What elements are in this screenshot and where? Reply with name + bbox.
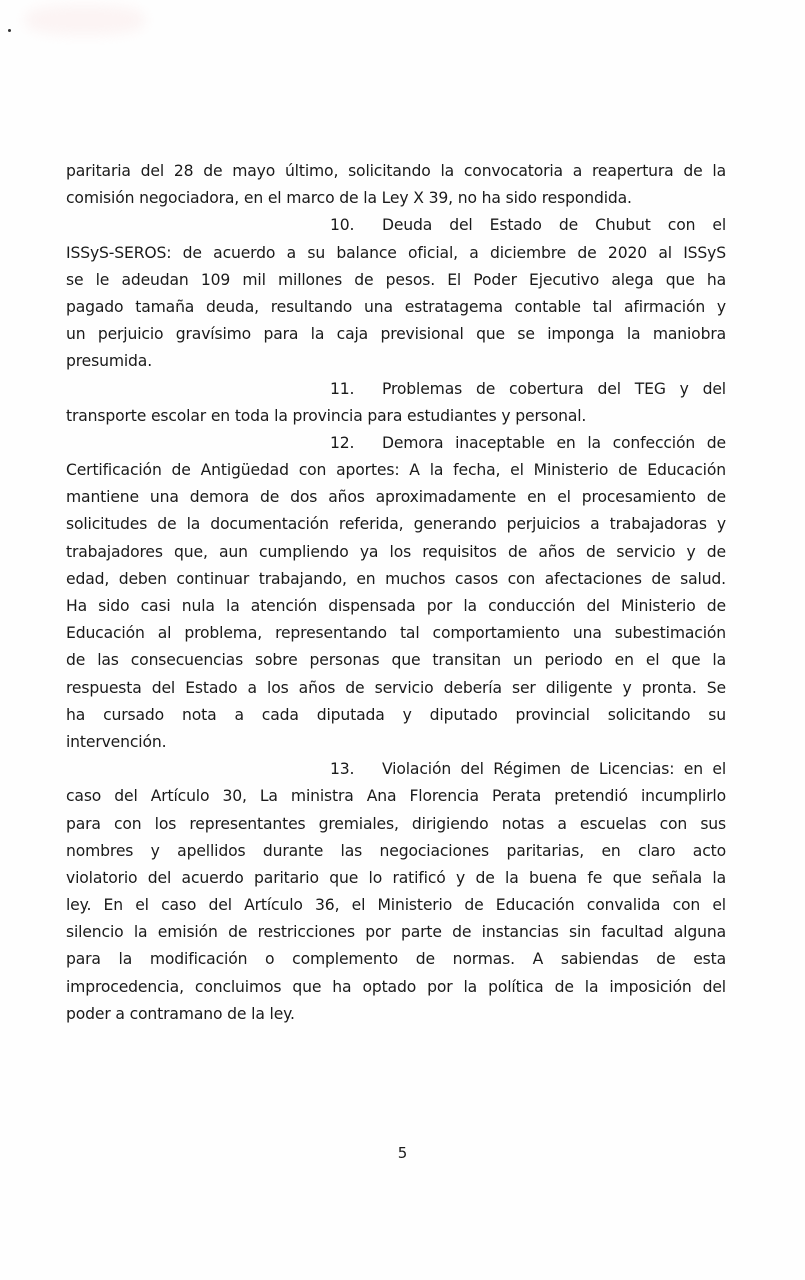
text-line: respuesta del Estado a los años de servicio debería ser diligente y pronta. Se	[66, 678, 726, 697]
text-line: se le adeudan 109 mil millones de pesos. El Poder Ejecutivo alega que ha	[66, 270, 726, 289]
numbered-item-heading	[66, 756, 726, 783]
text-line: transporte escolar en toda la provincia para estudiantes y personal.	[66, 406, 587, 425]
text-line: nombres y apellidos durante las negociaciones paritarias, en claro acto	[66, 841, 726, 860]
text-line: Certificación de Antigüedad con aportes: A la fecha, el Ministerio de Educación	[66, 461, 726, 480]
text-line: ha cursado nota a cada diputada y diputado provincial solicitando su	[66, 705, 726, 724]
item-title: Violación del Régimen de Licencias: en el	[382, 760, 726, 779]
item-number: 12.	[330, 433, 355, 452]
text-line: poder a contramano de la ley.	[66, 1004, 295, 1023]
text-line: para con los representantes gremiales, dirigiendo notas a escuelas con sus	[66, 814, 726, 833]
text-line: mantiene una demora de dos años aproximadamente en el procesamiento de	[66, 488, 726, 507]
item-title: Problemas de cobertura del TEG y del	[382, 379, 726, 398]
text-line: solicitudes de la documentación referida, generando perjuicios a trabajadoras y	[66, 515, 726, 534]
text-line: paritaria del 28 de mayo último, solicitando la convocatoria a reapertura de la	[66, 162, 726, 180]
item-number: 10.	[330, 216, 355, 235]
page-number: 5	[397, 1144, 408, 1162]
text-line: Ha sido casi nula la atención dispensada por la conducción del Ministerio de	[66, 597, 726, 615]
item-number: 11.	[330, 379, 355, 398]
text-line: caso del Artículo 30, La ministra Ana Florencia Perata pretendió incumplirlo	[66, 787, 726, 806]
text-line: para la modificación o complemento de normas. A sabiendas de esta	[66, 950, 726, 969]
paper-smudge	[25, 5, 145, 35]
text-line: comisión negociadora, en el marco de la Ley X 39, no ha sido respondida.	[66, 189, 632, 208]
numbered-item-heading	[66, 430, 726, 457]
numbered-item-heading	[66, 212, 726, 239]
text-line: un perjuicio gravísimo para la caja previsional que se imponga la maniobra	[66, 325, 726, 344]
item-number: 13.	[330, 760, 355, 779]
text-line: ley. En el caso del Artículo 36, el Ministerio de Educación convalida con el	[66, 896, 726, 915]
text-line: trabajadores que, aun cumpliendo ya los requisitos de años de servicio y de	[66, 542, 726, 561]
text-line: violatorio del acuerdo paritario que lo ratificó y de la buena fe que señala la	[66, 868, 726, 887]
item-title: Demora inaceptable en la confección de	[382, 433, 726, 452]
text-line: edad, deben continuar trabajando, en muchos casos con afectaciones de salud.	[66, 569, 726, 588]
ink-dot	[8, 29, 11, 32]
item-title: Deuda del Estado de Chubut con el	[382, 216, 726, 235]
numbered-item-heading	[66, 376, 726, 403]
text-line: improcedencia, concluimos que ha optado por la política de la imposición del	[66, 977, 726, 996]
text-line: Educación al problema, representando tal comportamiento una subestimación	[66, 624, 726, 643]
text-line: silencio la emisión de restricciones por parte de instancias sin facultad alguna	[66, 923, 726, 942]
text-line: ISSyS-SEROS: de acuerdo a su balance oficial, a diciembre de 2020 al ISSyS	[66, 243, 726, 262]
text-line: presumida.	[66, 352, 153, 371]
document-body	[66, 158, 726, 1028]
text-line: pagado tamaña deuda, resultando una estratagema contable tal afirmación y	[66, 297, 726, 316]
text-line: de las consecuencias sobre personas que transitan un periodo en el que la	[66, 651, 726, 670]
text-line: intervención.	[66, 732, 167, 751]
